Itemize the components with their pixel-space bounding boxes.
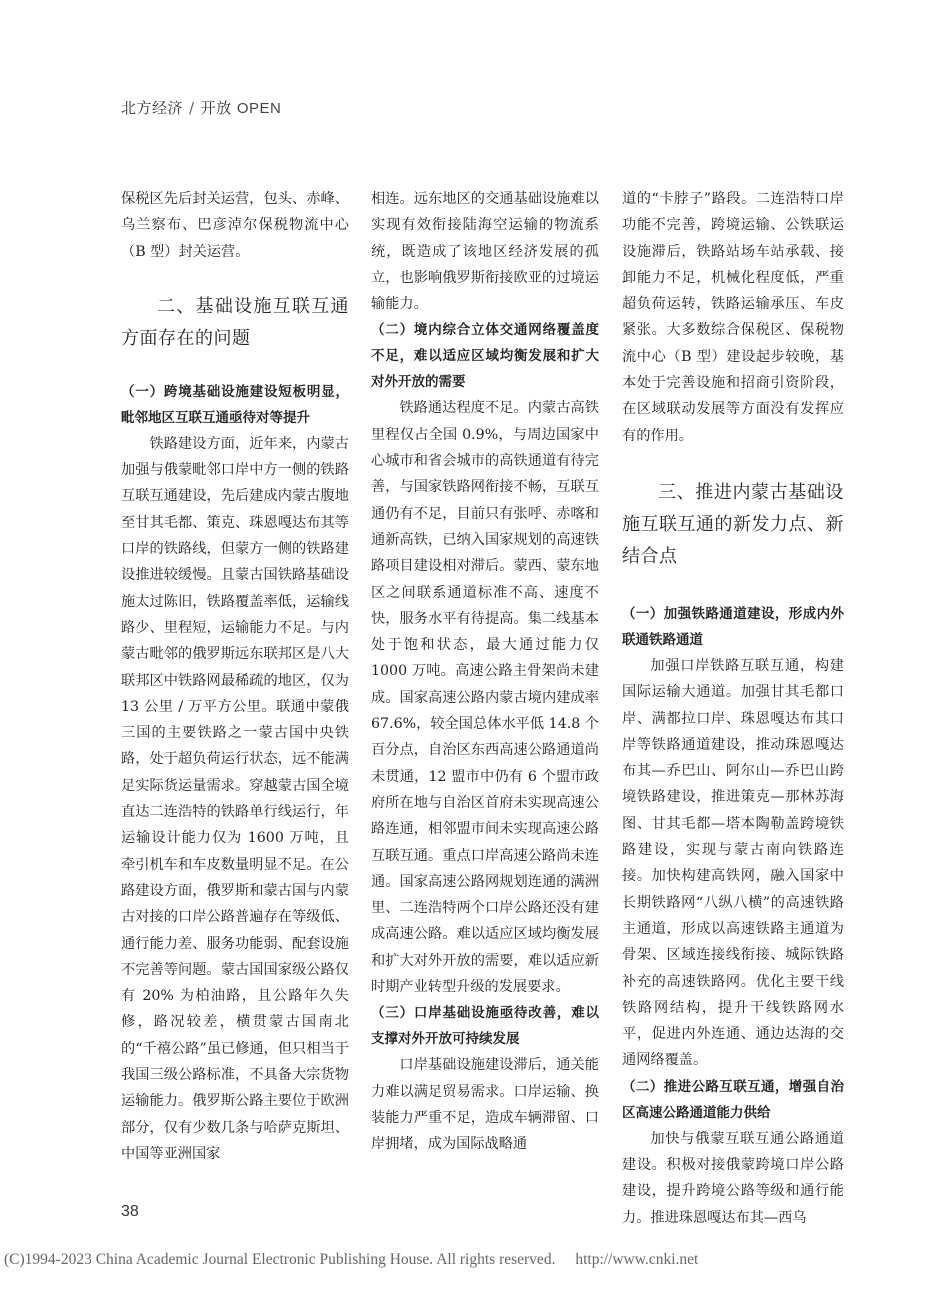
paragraph: 相连。远东地区的交通基础设施难以实现有效衔接陆海空运输的物流系统，既造成了该地区经济发展的孤立，也影响俄罗斯衔接欧亚的过境运输能力。 — [371, 191, 599, 313]
running-header — [121, 97, 281, 118]
journal-name: 北方经济 — [121, 99, 184, 117]
page-number: 38 — [121, 1203, 139, 1220]
header-separator: / — [189, 99, 195, 117]
copyright-footer — [4, 1251, 946, 1269]
subsection-heading-2-1: （一）跨境基础设施建设短板明显，毗邻地区互联互通亟待对等提升 — [121, 383, 349, 426]
column-2 — [371, 186, 599, 1158]
subsection-heading-2-3: （三）口岸基础设施亟待改善，难以支撑对外开放可持续发展 — [371, 1005, 599, 1048]
paragraph: 保税区先后封关运营，包头、赤峰、乌兰察布、巴彦淖尔保税物流中心（B 型）封关运营。 — [121, 191, 349, 260]
paragraph: 加快与俄蒙互联互通公路通道建设。积极对接俄蒙跨境口岸公路建设，提升跨境公路等级和通行能力。推进珠恩嘎达布其—西乌 — [622, 1130, 844, 1226]
column-3 — [622, 186, 844, 1231]
paragraph: 口岸基础设施建设滞后，通关能力难以满足贸易需求。口岸运输、换装能力严重不足，造成车辆滞留、口岸拥堵，成为国际战略通 — [371, 1057, 599, 1153]
section-name-en: OPEN — [236, 100, 282, 117]
subsection-heading-2-2: （二）境内综合立体交通网络覆盖度不足，难以适应区域均衡发展和扩大对外开放的需要 — [371, 322, 599, 391]
column-1 — [121, 186, 349, 1167]
section-heading-3: 三、推进内蒙古基础设施互联互通的新发力点、新结合点 — [622, 481, 844, 567]
section-heading-2: 二、基础设施互联互通方面存在的问题 — [121, 295, 349, 349]
subsection-heading-3-1: （一）加强铁路通道建设，形成内外联通铁路通道 — [622, 605, 844, 648]
paragraph: 加强口岸铁路互联互通，构建国际运输大通道。加强甘其毛都口岸、满都拉口岸、珠恩嘎达布其口岸等铁路通道建设，推动珠恩嘎达布其—乔巴山、阿尔山—乔巴山跨境铁路建设，推进策克—那林苏海图、甘其毛都—塔本陶勒盖跨境铁路建设，实现与蒙古南向铁路连接。加快构建高铁网，融入国家中长期铁路网“八纵八横”的高速铁路主通道，形成以高速铁路主通道为骨架、区域连接线衔接、城际铁路补充的高速铁路网。优化主要干线铁路网结构，提升干线铁路网水平，促进内外连通、通边达海的交通网络覆盖。 — [622, 657, 844, 1069]
copyright-text: (C)1994-2023 China Academic Journal Electronic Publishing House. All rights reserved. — [4, 1251, 556, 1268]
subsection-heading-3-2: （二）推进公路互联互通，增强自治区高速公路通道能力供给 — [622, 1078, 844, 1121]
paragraph: 道的“卡脖子”路段。二连浩特口岸功能不完善，跨境运输、公铁联运设施滞后，铁路站场车站承载、接卸能力不足，机械化程度低，严重超负荷运转，铁路运输承压、车皮紧张。大多数综合保税区、保税物流中心（B 型）建设起步较晚，基本处于完善设施和招商引资阶段，在区域联动发展等方面没有发挥应有的作用。 — [622, 191, 844, 444]
paragraph: 铁路通达程度不足。内蒙古高铁里程仅占全国 0.9%，与周边国家中心城市和省会城市的高铁通道有待完善，与国家铁路网衔接不畅，互联互通仍有不足，目前只有张呼、赤喀和通新高铁，已纳入国家规划的高速铁路项目建设相对滞后。蒙西、蒙东地区之间联系通道标准不高、速度不快，服务水平有待提高。集二线基本处于饱和状态，最大通过能力仅 1000 万吨。高速公路主骨架尚未建成。国家高速公路内蒙古境内建成率 67.6%，较全国总体水平低 14.8 个百分点，自治区东西高速公路通道尚未贯通，12 盟市中仍有 6 个盟市政府所在地与自治区首府未实现高速公路连通，相邻盟市间未实现高速公路互联互通。重点口岸高速公路尚未连通。国家高速公路网规划连通的满洲里、二连浩特两个口岸公路还没有建成高速公路。难以适应区域均衡发展和扩大对外开放的需要，难以适应新时期产业转型升级的发展要求。 — [371, 400, 599, 996]
section-name: 开放 — [200, 99, 232, 117]
paragraph: 铁路建设方面，近年来，内蒙古加强与俄蒙毗邻口岸中方一侧的铁路互联互通建设，先后建成内蒙古腹地至甘其毛都、策克、珠恩嘎达布其等口岸的铁路线，但蒙方一侧的铁路建设推进较缓慢。且蒙古国铁路基础设施太过陈旧，铁路覆盖率低，运输线路少、里程短，运输能力不足。与内蒙古毗邻的俄罗斯远东联邦区是八大联邦区中铁路网最稀疏的地区，仅为 13 公里 / 万平方公里。联通中蒙俄三国的主要铁路之一蒙古国中央铁路，处于超负荷运行状态，远不能满足实际货运量需求。穿越蒙古国全境直达二连浩特的铁路单行线运行，年运输设计能力仅为 1600 万吨，且牵引机车和车皮数量明显不足。在公路建设方面，俄罗斯和蒙古国与内蒙古对接的口岸公路普遍存在等级低、通行能力差、服务功能弱、配套设施不完善等问题。蒙古国国家级公路仅有 20% 为柏油路，且公路年久失修，路况较差，横贯蒙古国南北的“千禧公路”虽已修通，但只相当于我国三级公路标准，不具备大宗货物运输能力。俄罗斯公路主要位于欧洲部分，仅有少数几条与哈萨克斯坦、中国等亚洲国家 — [121, 435, 349, 1162]
cnki-url: http://www.cnki.net — [575, 1251, 699, 1268]
